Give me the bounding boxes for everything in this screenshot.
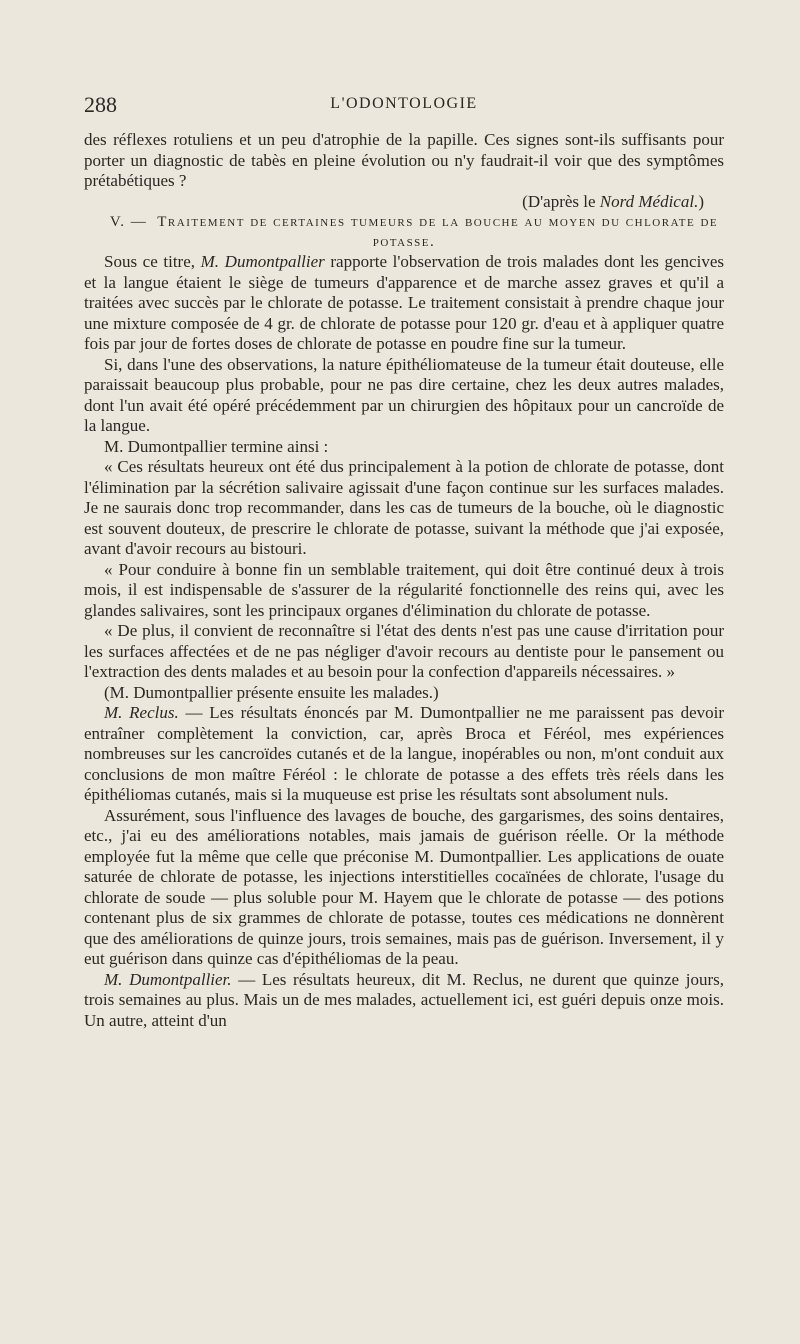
speaker-name: M. Dumontpallier. bbox=[104, 969, 232, 989]
paragraph: M. Dumontpallier termine ainsi : bbox=[104, 436, 329, 456]
paragraph: Sous ce titre, M. Dumontpallier rapporte l'observation de trois malades dont les gencives et la langue étaient le siège de tumeurs d'apparence et de marche assez graves et qu'il a traitées avec succès par le chlorate de potasse. Le traitement consistait à prendre chaque jour une mixture composée de 4 gr. de chlorate de potasse pour 120 gr. d'eau et à appliquer quatre fois par jour de fortes doses de chlorate de potasse en poudre fine sur la tumeur. bbox=[84, 252, 724, 353]
source-attribution: (D'après le Nord Médical.) bbox=[522, 191, 704, 211]
paragraph: M. Reclus. — Les résultats énoncés par M. Dumontpallier ne me paraissent pas devoir entraîner complètement la conviction, car, après Broca et Féréol, mes expériences nombreuses sur les cancroïdes cutanés et de la langue, inopérables ou non, m'ont conduit aux conclusions de mon maître Féréol : le chlorate de potasse a des effets très réels dans les épithéliomas cutanés, mais si la muqueuse est prise les résultats sont absolument nuls. bbox=[84, 703, 724, 804]
page-body bbox=[84, 130, 724, 1031]
paragraph: des réflexes rotuliens et un peu d'atrophie de la papille. Ces signes sont-ils suffisants pour porter un diagnostic de tabès en pleine évolution ou n'y faudrait-il voir que des symptômes prétabétiques ? bbox=[84, 130, 724, 190]
quote-paragraph: « Pour conduire à bonne fin un semblable traitement, qui doit être continué deux à trois mois, il est indispensable de s'assurer de la régularité fonctionnelle des reins qui, avec les glandes salivaires, sont les principaux organes d'élimination du chlorate de potasse. bbox=[84, 559, 724, 620]
author-name: M. Dumontpallier bbox=[200, 252, 325, 271]
speaker-name: M. Reclus. bbox=[104, 703, 179, 722]
section-number: V. — bbox=[109, 214, 148, 230]
section-heading bbox=[84, 212, 724, 252]
journal-name: Nord Médical. bbox=[599, 191, 699, 211]
quote-paragraph: « De plus, il convient de reconnaître si l'état des dents n'est pas une cause d'irritation pour les surfaces affectées et de ne pas négliger d'avoir recours au dentiste pour le pansement ou l'extraction des dents malades et au besoin pour la confection d'appareils nécessaires. » bbox=[84, 621, 724, 681]
paragraph: Assurément, sous l'influence des lavages de bouche, des gargarismes, des soins dentaires, etc., j'ai eu des améliorations notables, mais jamais de guérison réelle. Or la méthode employée fut la même que celle que préconise M. Dumontpallier. Les applications de ouate saturée de chlorate de potasse, les injections interstitielles cocaïnées de chlorate, l'usage du chlorate de soude — plus soluble pour M. Hayem que le chlorate de potasse — des potions contenant plus de six grammes de chlorate de potasse, toutes ces médications ne donnèrent que des améliorations de quinze jours, trois semaines, mais pas de guérison. Inversement, il y eut guérison dans quinze cas d'épithéliomas de la peau. bbox=[84, 805, 724, 968]
running-title: L'ODONTOLOGIE bbox=[330, 95, 478, 112]
page-header bbox=[84, 92, 724, 120]
paragraph: (M. Dumontpallier présente ensuite les malades.) bbox=[104, 682, 439, 702]
paragraph: Si, dans l'une des observations, la nature épithéliomateuse de la tumeur était douteuse, elle paraissait beaucoup plus probable, pour ne pas dire certaine, chez les deux autres malades, dont l'un avait été opéré précédemment par un chirurgien des hôpitaux pour un cancroïde de la langue. bbox=[84, 354, 724, 435]
section-title: Traitement de certaines tumeurs de la bouche au moyen du chlorate de potasse. bbox=[157, 214, 719, 250]
page-number: 288 bbox=[84, 92, 117, 117]
paragraph: M. Dumontpallier. — Les résultats heureux, dit M. Reclus, ne durent que quinze jours, trois semaines au plus. Mais un de mes malades, actuellement ici, est guéri depuis onze mois. Un autre, atteint d'un bbox=[84, 969, 724, 1030]
quote-paragraph: « Ces résultats heureux ont été dus principalement à la potion de chlorate de potasse, dont l'élimination par la sécrétion salivaire agissait d'une façon continue sur les surfaces malades. Je ne saurais donc trop recommander, dans les cas de tumeurs de la bouche, où le diagnostic est souvent douteux, de prescrire le chlorate de potasse, suivant la méthode que j'ai exposée, avant d'avoir recours au bistouri. bbox=[84, 457, 724, 558]
